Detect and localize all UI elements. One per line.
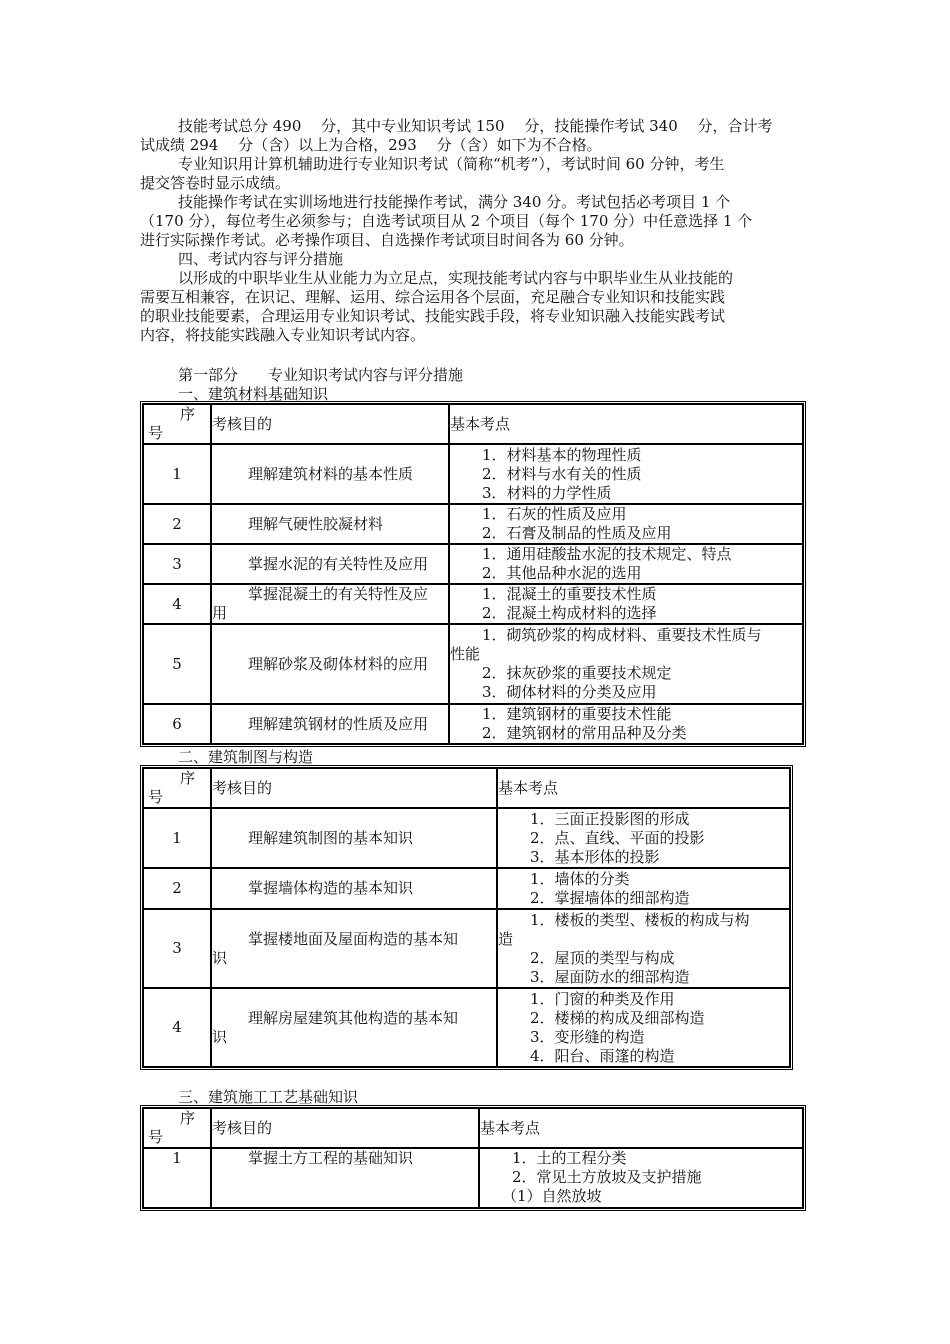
row-points: 1．石灰的性质及应用 2．石膏及制品的性质及应用 (449, 504, 803, 544)
part-title: 第一部分 专业知识考试内容与评分措施 (178, 366, 464, 384)
text-line: 技能考试总分 490 分，其中专业知识考试 150 分，技能操作考试 340 分，合计考 (178, 117, 773, 135)
row-goal: 理解建筑钢材的性质及应用 (211, 704, 449, 744)
row-seq: 4 (143, 584, 211, 624)
row-goal: 掌握混凝土的有关特性及应 用 (211, 584, 449, 624)
table-row (143, 808, 790, 868)
row-points: 1．土的工程分类 2．常见土方放坡及支护措施 （1）自然放坡 (479, 1148, 803, 1208)
row-seq: 3 (143, 909, 211, 988)
row-goal: 理解气硬性胶凝材料 (211, 504, 449, 544)
text-line: 试成绩 294 分（含）以上为合格，293 分（含）如下为不合格。 (140, 136, 602, 154)
row-seq: 6 (143, 704, 211, 744)
row-seq: 2 (143, 868, 211, 909)
header-seq: 序 号 (143, 404, 211, 444)
table-construction (142, 1107, 804, 1209)
text-line: 进行实际操作考试。必考操作项目、自选操作考试项目时间各为 60 分钟。 (140, 231, 634, 249)
paragraph-computer-exam (140, 155, 810, 193)
row-goal: 理解房屋建筑其他构造的基本知 识 (211, 988, 497, 1067)
text-line: 需要互相兼容，在识记、理解、运用、综合运用各个层面，充足融合专业知识和技能实践 (140, 288, 726, 306)
header-points: 基本考点 (479, 1108, 803, 1148)
header-goal: 考核目的 (211, 404, 449, 444)
row-seq: 1 (143, 808, 211, 868)
section-heading-4: 四、考试内容与评分措施 (178, 250, 344, 268)
header-seq: 序 号 (143, 768, 211, 808)
table-header-row (143, 404, 803, 444)
row-seq: 3 (143, 544, 211, 584)
row-points: 1．三面正投影图的形成 2．点、直线、平面的投影 3．基本形体的投影 (497, 808, 790, 868)
row-points: 1．墙体的分类 2．掌握墙体的细部构造 (497, 868, 790, 909)
row-points: 1．通用硅酸盐水泥的技术规定、特点 2．其他品种水泥的选用 (449, 544, 803, 584)
header-goal: 考核目的 (211, 1108, 479, 1148)
table-materials (142, 403, 804, 745)
text-line: 内容，将技能实践融入专业知识考试内容。 (140, 326, 426, 344)
text-line: （170 分），每位考生必须参与；自选考试项目从 2 个项目（每个 170 分）中任意选择 1 个 (140, 212, 753, 230)
row-points: 1．混凝土的重要技术性质 2．混凝土构成材料的选择 (449, 584, 803, 624)
section-title-construction: 三、建筑施工工艺基础知识 (178, 1088, 359, 1106)
table-row (143, 868, 790, 909)
row-goal: 理解建筑材料的基本性质 (211, 444, 449, 504)
row-seq: 2 (143, 504, 211, 544)
row-goal: 掌握墙体构造的基本知识 (211, 868, 497, 909)
section-title-drawing: 二、建筑制图与构造 (178, 748, 314, 766)
table-row (143, 704, 803, 744)
row-seq: 4 (143, 988, 211, 1067)
row-goal: 理解砂浆及砌体材料的应用 (211, 624, 449, 704)
table-row (143, 444, 803, 504)
paragraph-content-principle (140, 269, 810, 345)
table-row (143, 988, 790, 1067)
row-points: 1．楼板的类型、楼板的构成与构 造 2．屋顶的类型与构成 3．屋面防水的细部构造 (497, 909, 790, 988)
header-points: 基本考点 (497, 768, 790, 808)
row-points: 1．门窗的种类及作用 2．楼梯的构成及细部构造 3．变形缝的构造 4．阳台、雨篷的构造 (497, 988, 790, 1067)
table-header-row (143, 768, 790, 808)
row-goal: 掌握楼地面及屋面构造的基本知 识 (211, 909, 497, 988)
table-drawing (142, 767, 791, 1068)
row-goal: 掌握水泥的有关特性及应用 (211, 544, 449, 584)
table-header-row (143, 1108, 803, 1148)
header-seq: 序 号 (143, 1108, 211, 1148)
text-line: 专业知识用计算机辅助进行专业知识考试（简称“机考”），考试时间 60 分钟，考生 (178, 155, 725, 173)
section-title-materials: 一、建筑材料基础知识 (178, 385, 329, 403)
table-row (143, 504, 803, 544)
paragraph-exam-score (140, 117, 810, 155)
row-points: 1．砌筑砂浆的构成材料、重要技术性质与 性能 2．抹灰砂浆的重要技术规定 3．砌体材料的分类及应用 (449, 624, 803, 704)
table-row (143, 584, 803, 624)
header-points: 基本考点 (449, 404, 803, 444)
header-goal: 考核目的 (211, 768, 497, 808)
text-line: 提交答卷时显示成绩。 (140, 174, 291, 192)
text-line: 技能操作考试在实训场地进行技能操作考试，满分 340 分。考试包括必考项目 1 个 (178, 193, 731, 211)
row-seq: 1 (143, 1148, 211, 1208)
row-seq: 1 (143, 444, 211, 504)
table-row (143, 1148, 803, 1208)
text-line: 的职业技能要素，合理运用专业知识考试、技能实践手段，将专业知识融入技能实践考试 (140, 307, 726, 325)
row-points: 1．材料基本的物理性质 2．材料与水有关的性质 3．材料的力学性质 (449, 444, 803, 504)
row-seq: 5 (143, 624, 211, 704)
row-goal: 理解建筑制图的基本知识 (211, 808, 497, 868)
row-points: 1．建筑钢材的重要技术性能 2．建筑钢材的常用品种及分类 (449, 704, 803, 744)
paragraph-skill-exam (140, 193, 810, 250)
text-line: 以形成的中职毕业生从业能力为立足点，实现技能考试内容与中职毕业生从业技能的 (178, 269, 734, 287)
table-row (143, 909, 790, 988)
table-row (143, 544, 803, 584)
row-goal: 掌握土方工程的基础知识 (211, 1148, 479, 1208)
table-row (143, 624, 803, 704)
